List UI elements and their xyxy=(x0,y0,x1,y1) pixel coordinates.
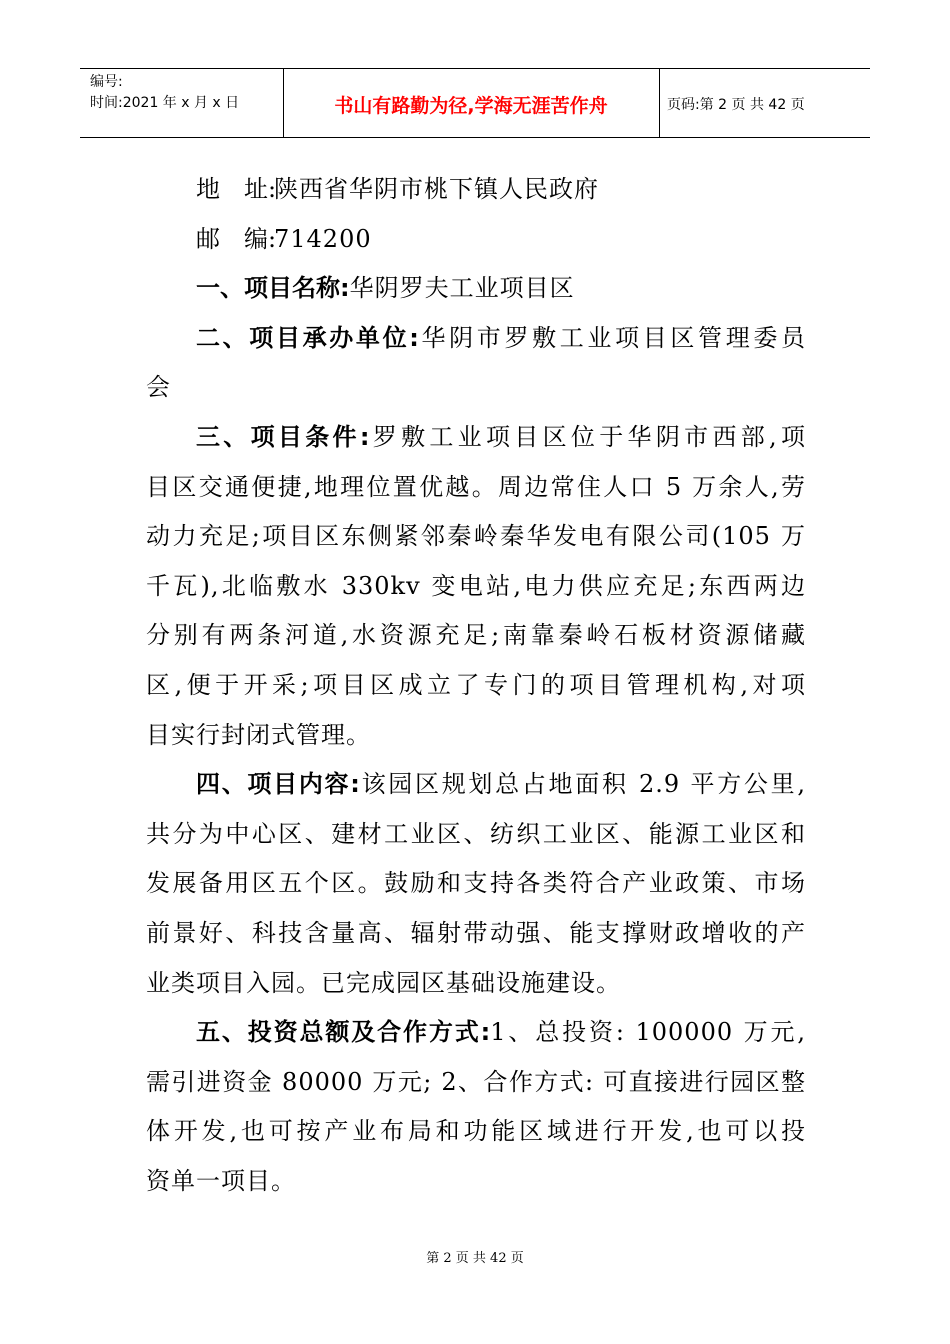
section-5-line-1: 1、总投资: 100000 万元, xyxy=(490,1018,806,1047)
section-4 xyxy=(146,760,806,810)
postcode-line xyxy=(146,215,806,265)
section-4-line-4: 前景好、科技含量高、辐射带动强、能支撑财政增收的产 xyxy=(146,918,806,947)
section-1 xyxy=(146,264,806,314)
postcode-label-2: 编: xyxy=(244,224,277,253)
header-motto: 书山有路勤为径,学海无涯苦作舟 xyxy=(334,95,608,117)
section-3-heading: 三、项目条件: xyxy=(196,422,370,451)
document-body xyxy=(146,165,806,1206)
section-3-line-6: 区,便于开采;项目区成立了专门的项目管理机构,对项 xyxy=(146,670,806,699)
section-3-line-5: 分别有两条河道,水资源充足;南靠秦岭石板材资源储藏 xyxy=(146,621,806,650)
postcode-value: 714200 xyxy=(274,224,372,253)
section-2-line-2: 会 xyxy=(146,373,171,402)
section-4-line-3: 发展备用区五个区。鼓励和支持各类符合产业政策、市场 xyxy=(146,869,806,898)
header-motto-cell xyxy=(283,69,660,137)
page-footer: 第 2 页 共 42 页 xyxy=(426,1251,524,1266)
section-5-line-2: 需引进资金 80000 万元; 2、合作方式: 可直接进行园区整 xyxy=(146,1067,806,1096)
section-2 xyxy=(146,314,806,364)
section-3-line-7: 目实行封闭式管理。 xyxy=(146,720,371,749)
section-3-line-4: 千瓦),北临敷水 330kv 变电站,电力供应充足;东西两边 xyxy=(146,571,806,600)
section-1-text: 华阴罗夫工业项目区 xyxy=(349,274,575,303)
section-4-line-2: 共分为中心区、建材工业区、纺织工业区、能源工业区和 xyxy=(146,819,806,848)
header-page-cell xyxy=(660,69,870,137)
section-5-line-3: 体开发,也可按产业布局和功能区域进行开发,也可以投 xyxy=(146,1117,806,1146)
section-3-line-1: 罗敷工业项目区位于华阴市西部,项 xyxy=(369,422,806,451)
section-3-line-3: 动力充足;项目区东侧紧邻秦岭秦华发电有限公司(105 万 xyxy=(146,522,806,551)
section-5-heading: 五、投资总额及合作方式: xyxy=(196,1018,491,1047)
address-line xyxy=(146,165,806,215)
address-value: 陕西省华阴市桃下镇人民政府 xyxy=(274,175,599,203)
address-label-2: 址: xyxy=(244,175,277,203)
section-2-text: 华阴市罗敷工业项目区管理委员 xyxy=(418,323,807,352)
section-3 xyxy=(146,413,806,463)
document-time-label: 时间:2021 年 x 月 x 日 xyxy=(90,95,240,111)
section-1-heading: 一、项目名称: xyxy=(196,274,350,303)
header-meta-cell xyxy=(80,69,284,137)
section-5-line-4: 资单一项目。 xyxy=(146,1166,296,1195)
section-3-line-2: 目区交通便捷,地理位置优越。周边常住人口 5 万余人,劳 xyxy=(146,472,806,501)
section-4-heading: 四、项目内容: xyxy=(196,770,360,799)
address-label-1: 地 xyxy=(196,175,220,203)
page-header xyxy=(80,68,870,138)
section-5 xyxy=(146,1008,806,1058)
section-4-line-5: 业类项目入园。已完成园区基础设施建设。 xyxy=(146,968,621,997)
postcode-label-1: 邮 xyxy=(196,224,220,253)
section-2-heading: 二、项目承办单位: xyxy=(196,323,419,352)
section-4-line-1: 该园区规划总占地面积 2.9 平方公里, xyxy=(359,770,806,799)
document-number-label: 编号: xyxy=(90,74,123,90)
header-page-info: 页码:第 2 页 共 42 页 xyxy=(667,97,805,113)
